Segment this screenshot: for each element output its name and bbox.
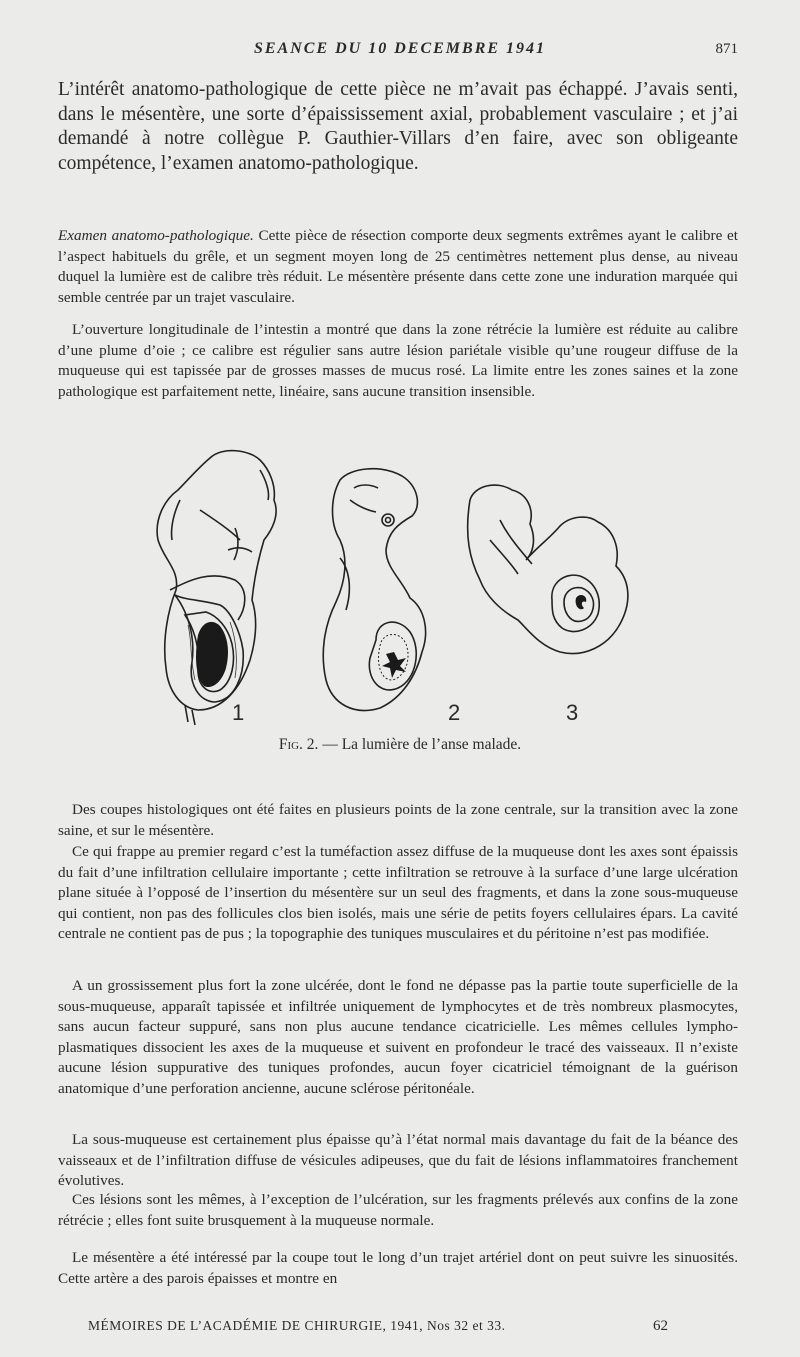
histo-paragraph-1: Des coupes histologiques ont été faites en plusieurs points de la zone centrale, sur la transition avec la zone saine, et sur le mésentère. <box>58 801 738 839</box>
histo-paragraph-2: Ce qui frappe au premier regard c’est la tuméfaction assez diffuse de la muqueuse dont les axes sont épaissis du fait d’une infiltration cellulaire importante ; cette infiltration se retrouve à la surface d’une large ulcération plane située à l’opposé de l’insertion du mésentère sur un seul des fragments, et dans la zone sous-muqueuse qui contient, non pas des follicules clos bien isolés, mais une série de petits foyers cellulaires épars. La cavité centrale ne contient pas de pus ; la topographie des tuniques musculaires et du péritoine n’est pas modifiée. <box>58 843 738 943</box>
figure-caption <box>0 736 800 754</box>
specimen-2-outline <box>323 469 425 711</box>
specimen-2-lumen <box>382 652 406 678</box>
specimen-1-lumen <box>196 622 228 687</box>
exam-paragraph-1-text: Cette pièce de résection comporte deux segments extrêmes ayant le calibre et l’aspect habituels du grêle, et un segment moyen long de 25 centimètres nettement plus dense, au niveau duquel la lumière est de calibre très réduit. Le mésentère présente dans cette zone une induration marquée qui semble centrée par un trajet vasculaire. <box>58 227 738 306</box>
exam-paragraph-2: L’ouverture longitudinale de l’intestin a montré que dans la zone rétrécie la lumière est réduite au calibre d’une plume d’oie ; ce calibre est régulier sans autre lésion pariétale visible qu’une rougeur diffuse de la muqueuse qui est tapissée par de grosses masses de mucus rosé. La limite entre les zones saines et la zone pathologique est parfaitement nette, linéaire, sans aucune transition insensible. <box>58 321 738 400</box>
running-head <box>60 40 740 62</box>
figure-caption-prefix: Fig. 2. <box>278 736 319 753</box>
histo-paragraph-5: Ces lésions sont les mêmes, à l’exception de l’ulcération, sur les fragments prélevés aux confins de la zone rétrécie ; elles font suite brusquement à la muqueuse normale. <box>58 1191 738 1229</box>
histo-paragraph-6: Le mésentère a été intéressé par la coupe tout le long d’un trajet artériel dont on peut suivre les sinuosités. Cette artère a des parois épaisses et montre en <box>58 1249 738 1287</box>
footer-journal: MÉMOIRES DE L’ACADÉMIE DE CHIRURGIE, 1941, Nos 32 et 33. <box>88 1318 506 1333</box>
intro-paragraph: L’intérêt anatomo-pathologique de cette pièce ne m’avait pas échappé. J’avais senti, dans le mésentère, une sorte d’épaississement axial, probablement vasculaire ; et j’ai demandé à notre collègue P. Gauthier-Villars d’en faire, avec son obligeante compétence, l’examen anatomo-pathologique. <box>58 79 738 174</box>
page-footer <box>58 1318 738 1340</box>
page-number: 871 <box>715 41 738 57</box>
figure-label-2: 2 <box>448 700 461 725</box>
footer-page-number: 62 <box>653 1318 668 1334</box>
figure-label-1: 1 <box>232 700 245 725</box>
figure-label-3: 3 <box>566 700 579 725</box>
running-head-title: SEANCE DU 10 DECEMBRE 1941 <box>253 40 547 57</box>
histo-paragraph-4: La sous-muqueuse est certainement plus épaisse qu’à l’état normal mais davantage du fait de la béance des vaisseaux et de l’infiltration diffuse de vésicules adipeuses, que du fait de lésions inflammatoires franchement évolutives. <box>58 1131 738 1190</box>
figure-caption-text: — La lumière de l’anse malade. <box>322 736 522 753</box>
exam-paragraph-1 <box>58 226 738 308</box>
figure-illustration <box>140 440 660 730</box>
specimen-3-outline <box>468 485 628 654</box>
specimen-3-lumen <box>576 595 587 609</box>
intestine-sections-drawing <box>140 440 660 730</box>
exam-heading: Examen anatomo-pathologique. <box>58 227 254 244</box>
histo-paragraph-3: A un grossissement plus fort la zone ulcérée, dont le fond ne dépasse pas la partie toute superficielle de la sous-muqueuse, apparaît tapissée et infiltrée uniquement de lymphocytes et de très nombreux plasmocytes, sans aucun facteur suppuré, sans non plus aucune tendance cicatricielle. Les mêmes cellules lympho-plasmatiques dissocient les axes de la muqueuse et suivent en profondeur le tracé des vaisseaux. Il n’existe aucune lésion suppurative des tuniques profondes, aucun foyer cicatriciel témoignant de la guérison anatomique d’une perforation ancienne, aucune sclérose péritonéale. <box>58 977 738 1097</box>
